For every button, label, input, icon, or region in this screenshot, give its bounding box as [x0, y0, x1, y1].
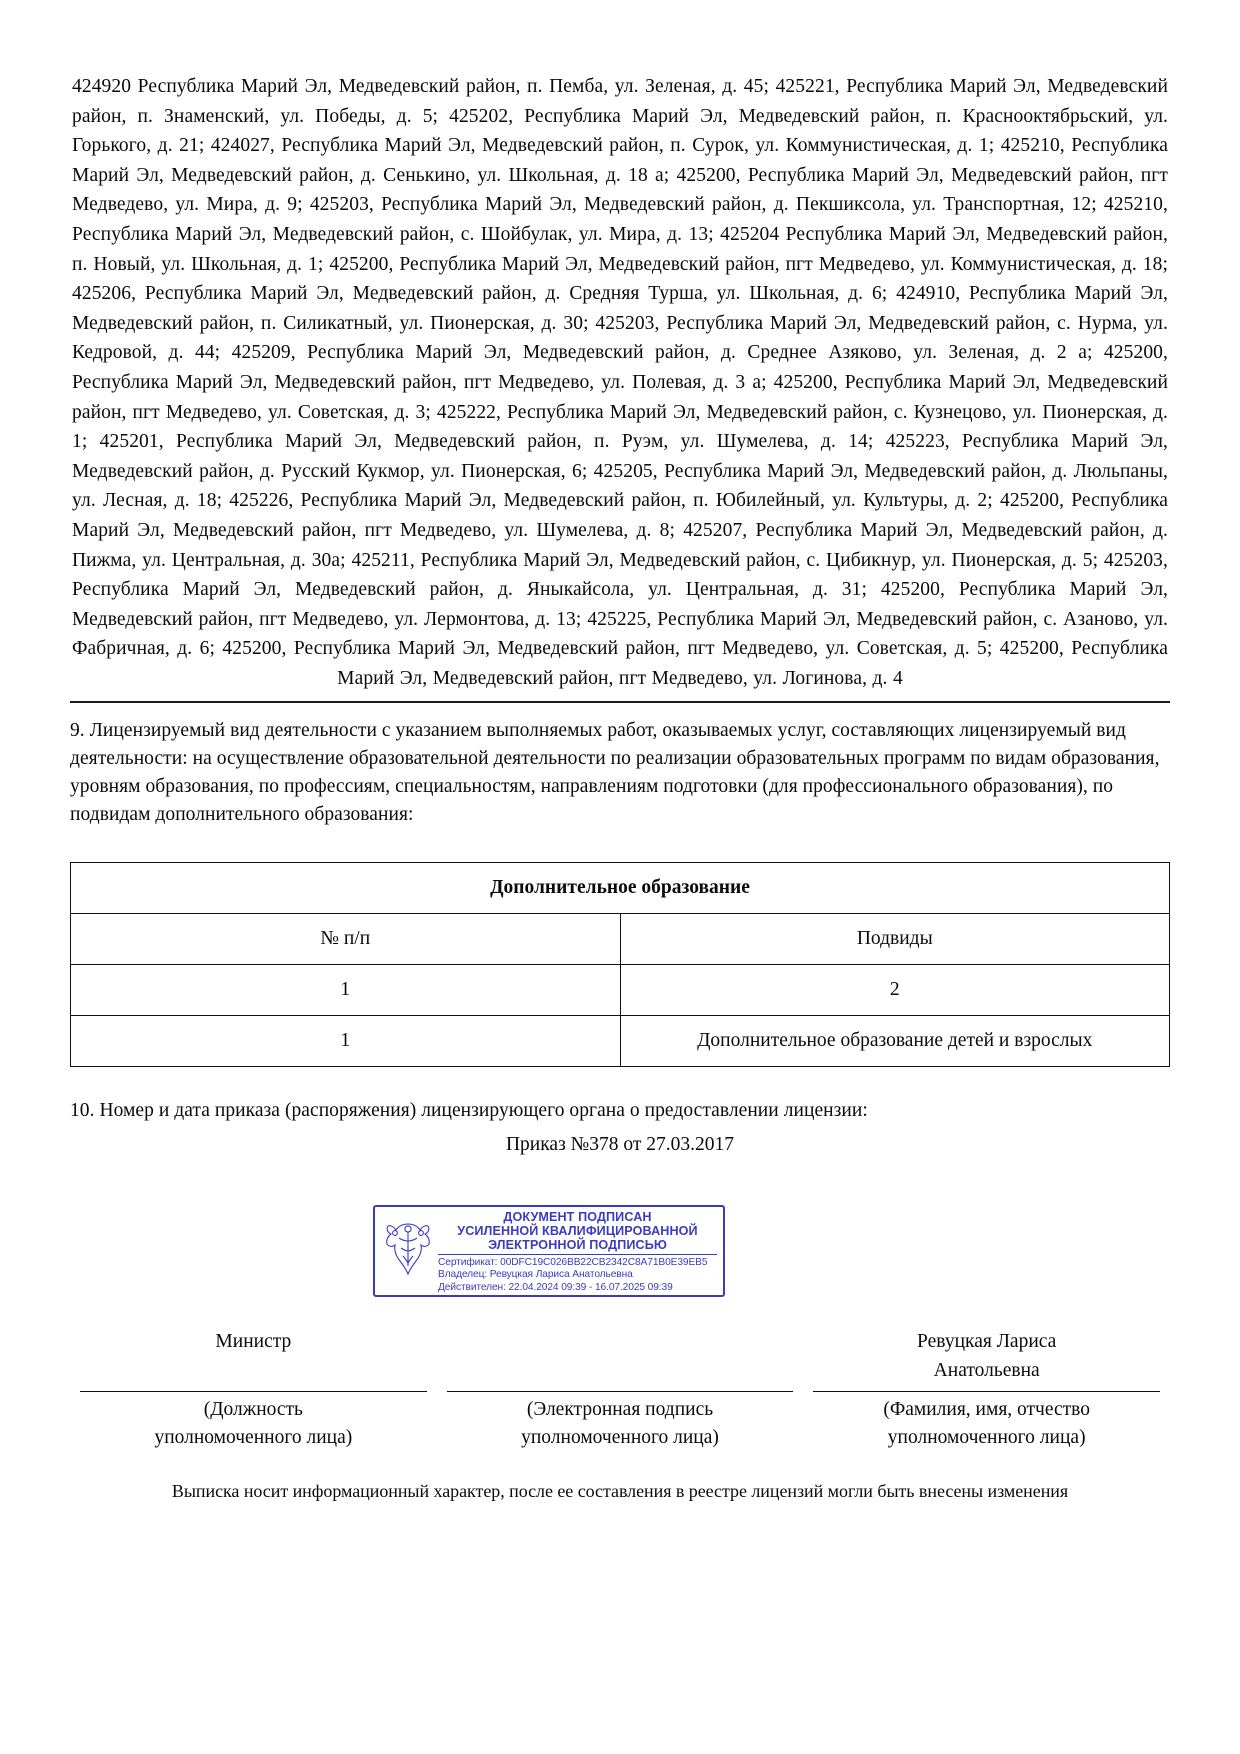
signature-rule-left — [80, 1391, 427, 1392]
caption-esignature-line-1: (Электронная подпись — [526, 1399, 714, 1421]
table-header-row — [71, 914, 1170, 965]
table-row — [71, 1016, 1170, 1067]
signature-values-row — [70, 1327, 1170, 1385]
caption-fullname-line-1: (Фамилия, имя, отчество — [883, 1399, 1091, 1421]
table-numbering-col2: 2 — [620, 965, 1170, 1016]
table-numbering-col1: 1 — [71, 965, 621, 1016]
signature-rule-right — [813, 1391, 1160, 1392]
stamp-text-block — [438, 1210, 717, 1294]
stamp-validity: Действителен: 22.04.2024 09:39 - 16.07.2025 09:39 — [438, 1281, 673, 1293]
table-numbering-row — [71, 965, 1170, 1016]
caption-esignature — [437, 1396, 804, 1452]
table-row-subtype: Дополнительное образование детей и взрослых — [620, 1016, 1170, 1067]
table-title-row — [71, 863, 1170, 914]
table-title-cell: Дополнительное образование — [71, 863, 1170, 914]
caption-position-line-2: уполномоченного лица) — [154, 1427, 353, 1449]
stamp-certificate: Сертификат: 00DFC19C026BB22CB2342C8A71B0E39EB5 — [438, 1256, 708, 1268]
signature-captions-row — [70, 1396, 1170, 1452]
stamp-line-3: ЭЛЕКТРОННОЙ ПОДПИСЬЮ — [488, 1237, 667, 1252]
signer-name — [803, 1327, 1170, 1385]
table-header-num: № п/п — [71, 914, 621, 965]
stamp-divider — [438, 1254, 717, 1255]
section-9-paragraph: 9. Лицензируемый вид деятельности с указанием выполняемых работ, оказываемых услуг, составляющих лицензируемый вид деятельности: на осуществление образовательной деятельности по реализации образовательных программ по видам образования, уровням образования, по профессиям, специальностям, направлениям подготовки (для профессионального образования), по подвидам дополнительного образования: — [70, 720, 1160, 826]
signature-placeholder — [437, 1327, 804, 1385]
signer-name-line-1: Ревуцкая Лариса — [917, 1331, 1057, 1353]
signer-name-line-2: Анатольевна — [933, 1360, 1040, 1382]
caption-esignature-line-2: уполномоченного лица) — [521, 1427, 719, 1449]
digital-signature-stamp — [373, 1205, 725, 1297]
signature-rule-center — [447, 1391, 794, 1392]
caption-position — [70, 1396, 437, 1452]
caption-fullname — [803, 1396, 1170, 1452]
table-header-subtypes: Подвиды — [620, 914, 1170, 965]
footer-disclaimer: Выписка носит информационный характер, после ее составления в реестре лицензий могли быть внесены изменения — [171, 1481, 1069, 1502]
stamp-line-2: УСИЛЕННОЙ КВАЛИФИЦИРОВАННОЙ — [457, 1223, 698, 1238]
addresses-block: 424920 Республика Марий Эл, Медведевский район, п. Пемба, ул. Зеленая, д. 45; 425221, Республика Марий Эл, Медведевский район, п. Знаменский, ул. Победы, д. 5; 425202, Республика Марий Эл, Медведевский район, п. Краснооктябрьский, ул. Горького, д. 21; 424027, Республика Марий Эл, Медведевский район, п. Сурок, ул. Коммунистическая, д. 1; 425210, Республика Марий Эл, Медведевский район, д. Сенькино, ул. Школьная, д. 18 а; 425200, Республика Марий Эл, Медведевский район, пгт Медведево, ул. Мира, д. 9; 425203, Республика Марий Эл, Медведевский район, д. Пекшиксола, ул. Транспортная, 12; 425210, Республика Марий Эл, Медведевский район, с. Шойбулак, ул. Мира, д. 13; 425204 Республика Марий Эл, Медведевский район, п. Новый, ул. Школьная, д. 1; 425200, Республика Марий Эл, Медведевский район, пгт Медведево, ул. Коммунистическая, д. 18; 425206, Республика Марий Эл, Медведевский район, д. Средняя Турша, ул. Школьная, д. 6; 424910, Республика Марий Эл, Медведевский район, п. Силикатный, ул. Пионерская, д. 30; 425203, Республика Марий Эл, Медведевский район, с. Нурма, ул. Кедровой, д. 44; 425209, Республика Марий Эл, Медведевский район, д. Среднее Азяково, ул. Зеленая, д. 2 а; 425200, Республика Марий Эл, Медведевский район, пгт Медведево, ул. Полевая, д. 3 а; 425200, Республика Марий Эл, Медведевский район, пгт Медведево, ул. Советская, д. 3; 425222, Республика Марий Эл, Медведевский район, с. Кузнецово, ул. Пионерская, д. 1; 425201, Республика Марий Эл, Медведевский район, п. Руэм, ул. Шумелева, д. 14; 425223, Республика Марий Эл, Медведевский район, д. Русский Кукмор, ул. Пионерская, 6; 425205, Республика Марий Эл, Медведевский район, д. Люльпаны, ул. Лесная, д. 18; 425226, Республика Марий Эл, Медведевский район, п. Юбилейный, ул. Культуры, д. 2; 425200, Республика Марий Эл, Медведевский район, пгт Медведево, ул. Шумелева, д. 8; 425207, Республика Марий Эл, Медведевский район, д. Пижма, ул. Центральная, д. 30а; 425211, Республика Марий Эл, Медведевский район, с. Цибикнур, ул. Пионерская, д. 5; 425203, Республика Марий Эл, Медведевский район, д. Яныкайсола, ул. Центральная, д. 31; 425200, Республика Марий Эл, Медведевский район, пгт Медведево, ул. Лермонтова, д. 13; 425225, Республика Марий Эл, Медведевский район, с. Азаново, ул. Фабричная, д. 6; 425200, Республика Марий Эл, Медведевский район, пгт Медведево, ул. Советская, д. 5; 425200, Республика Марий Эл, Медведевский район, пгт Медведево, ул. Логинова, д. 4 — [70, 60, 1170, 703]
table-row-num: 1 — [71, 1016, 621, 1067]
stamp-line-1: ДОКУМЕНТ ПОДПИСАН — [503, 1209, 652, 1224]
order-number-date: Приказ №378 от 27.03.2017 — [505, 1134, 735, 1156]
russian-coat-of-arms-icon — [382, 1220, 434, 1282]
stamp-owner: Владелец: Ревуцкая Лариса Анатольевна — [438, 1269, 633, 1281]
caption-fullname-line-2: уполномоченного лица) — [887, 1427, 1086, 1449]
signature-stamp-area — [70, 1205, 1170, 1325]
signer-position: Министр — [215, 1331, 292, 1353]
section-10-paragraph: 10. Номер и дата приказа (распоряжения) лицензирующего органа о предоставлении лицензии: — [70, 1100, 868, 1122]
caption-position-line-1: (Должность — [203, 1399, 303, 1421]
subtypes-table — [70, 862, 1170, 1067]
signature-rules — [70, 1391, 1170, 1392]
